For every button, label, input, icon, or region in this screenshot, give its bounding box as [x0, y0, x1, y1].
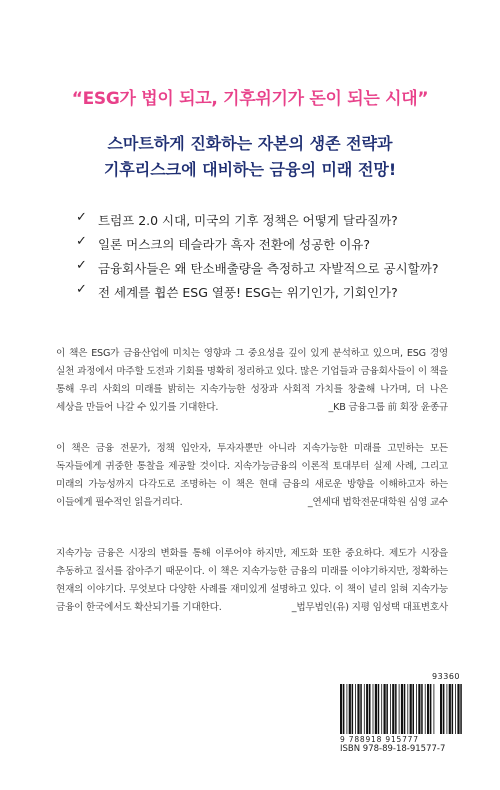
barcode-stripe	[395, 684, 397, 734]
review-text: 이 책은 ESG가 금융산업에 미치는 영향과 그 중요성을 깊이 있게 분석하고 있으며, ESG 경영 실천 과정에서 마주할 도전과 기회를 명확히 정리하고 있다. 많은 기업들과 금융회사들이 이 책을 통해 우리 사회의 미래를 밝히는 지속가능한 성장과 사회적 가치를 창출해 나가며, 더 나은 세상을 만들어 나갈 수 있기를 기대한다.	[56, 348, 448, 413]
barcode-stripe	[355, 684, 356, 734]
question-item	[76, 282, 476, 306]
question-text: 일론 머스크의 테슬라가 흑자 전환에 성공한 이유?	[98, 237, 370, 252]
barcode-stripe	[364, 684, 365, 734]
barcode-stripe	[366, 684, 368, 734]
headline: “ESG가 법이 되고, 기후위기가 돈이 되는 시대”	[71, 89, 429, 109]
subheadline-line-1: 스마트하게 진화하는 자본의 생존 전략과	[107, 134, 393, 153]
review-block	[56, 440, 448, 512]
check-icon: ✓	[76, 258, 87, 273]
barcode-stripe	[390, 684, 391, 734]
check-icon: ✓	[76, 234, 87, 249]
barcode-addon-number: 93360	[432, 672, 460, 681]
question-text: 전 세계를 휩쓴 ESG 열풍! ESG는 위기인가, 기회인가?	[98, 285, 398, 300]
barcode-stripe	[452, 684, 454, 734]
barcode-stripe	[449, 684, 451, 734]
subheadline-line-2: 기후리스크에 대비하는 금융의 미래 전망!	[103, 160, 397, 179]
barcode-stripe	[369, 684, 371, 734]
barcode-stripe	[413, 684, 415, 734]
barcode-stripe	[410, 684, 412, 734]
barcode-stripe	[392, 684, 394, 734]
question-text: 트럼프 2.0 시대, 미국의 기후 정책은 어떻게 달라질까?	[98, 213, 398, 228]
check-icon: ✓	[76, 210, 87, 225]
review-text: 지속가능 금융은 시장의 변화를 통해 이루어야 하지만, 제도화 또한 중요하다. 제도가 시장을 추동하고 질서를 잡아주기 때문이다. 이 책은 지속가능한 금융의 미래를 이야기하지만, 정확하는 현재의 이야기다. 무엇보다 다양한 사례를 재미있게 설명하고 있다. 이 책이 널리 읽혀 지속가능 금융이 한국에서도 확산되기를 기대한다.	[56, 548, 448, 613]
barcode-stripe	[430, 684, 432, 734]
review-attribution: _KB 금융그룹 前 회장 윤종규	[328, 402, 448, 413]
barcode-stripe	[373, 684, 374, 734]
barcode-stripe	[407, 684, 408, 734]
barcode-stripe	[440, 684, 442, 734]
barcode-stripe	[427, 684, 429, 734]
barcode-stripe	[357, 684, 359, 734]
question-text: 금융회사들은 왜 탄소배출량을 측정하고 자발적으로 공시할까?	[98, 261, 439, 276]
review-text: 이 책은 금융 전문가, 정책 입안자, 투자자뿐만 아니라 지속가능한 미래를 고민하는 모든 독자들에게 귀중한 통찰을 제공할 것이다. 지속가능금융의 이론적 토대부터 실제 사례, 그리고 미래의 가능성까지 다각도로 조명하는 이 책은 현대 금융의 새로운 방향을 이해하고자 하는 이들에게 필수적인 읽을거리다.	[56, 443, 448, 508]
review-attribution: _연세대 법학전문대학원 심영 교수	[307, 497, 448, 508]
barcode-stripe	[455, 684, 456, 734]
barcode-stripe	[384, 684, 386, 734]
barcode-stripe	[434, 684, 435, 734]
isbn-barcode	[340, 672, 462, 754]
question-item	[76, 234, 476, 258]
review-block	[56, 345, 448, 417]
barcode-stripe	[460, 684, 462, 734]
question-item	[76, 210, 476, 234]
question-item	[76, 258, 476, 282]
barcode-stripe	[381, 684, 382, 734]
barcode-stripe	[343, 684, 345, 734]
barcode-stripe	[416, 684, 417, 734]
question-list	[76, 210, 476, 306]
barcode-stripe	[360, 684, 362, 734]
review-attribution: _법무법인(유) 지평 임성택 대표변호사	[291, 602, 448, 613]
barcode-stripe	[404, 684, 406, 734]
barcode-stripe	[425, 684, 426, 734]
barcode-stripe	[375, 684, 377, 734]
barcode-bars	[340, 684, 436, 734]
barcode-stripe	[457, 684, 459, 734]
barcode-stripe	[378, 684, 380, 734]
barcode-stripe	[340, 684, 342, 734]
barcode-stripe	[421, 684, 423, 734]
barcode-stripe	[347, 684, 348, 734]
barcode-stripe	[349, 684, 351, 734]
barcode-stripe	[401, 684, 403, 734]
review-block	[56, 545, 448, 617]
check-icon: ✓	[76, 282, 87, 297]
isbn-number: ISBN 978-89-18-91577-7	[340, 744, 446, 754]
barcode-stripe	[447, 684, 448, 734]
barcode-stripe	[386, 684, 388, 734]
barcode-stripe	[418, 684, 420, 734]
barcode-stripe	[399, 684, 400, 734]
barcode-stripe	[443, 684, 445, 734]
barcode-stripe	[352, 684, 354, 734]
barcode-digits: 9 788918 915777	[340, 735, 419, 744]
barcode-addon-bars	[440, 684, 462, 734]
